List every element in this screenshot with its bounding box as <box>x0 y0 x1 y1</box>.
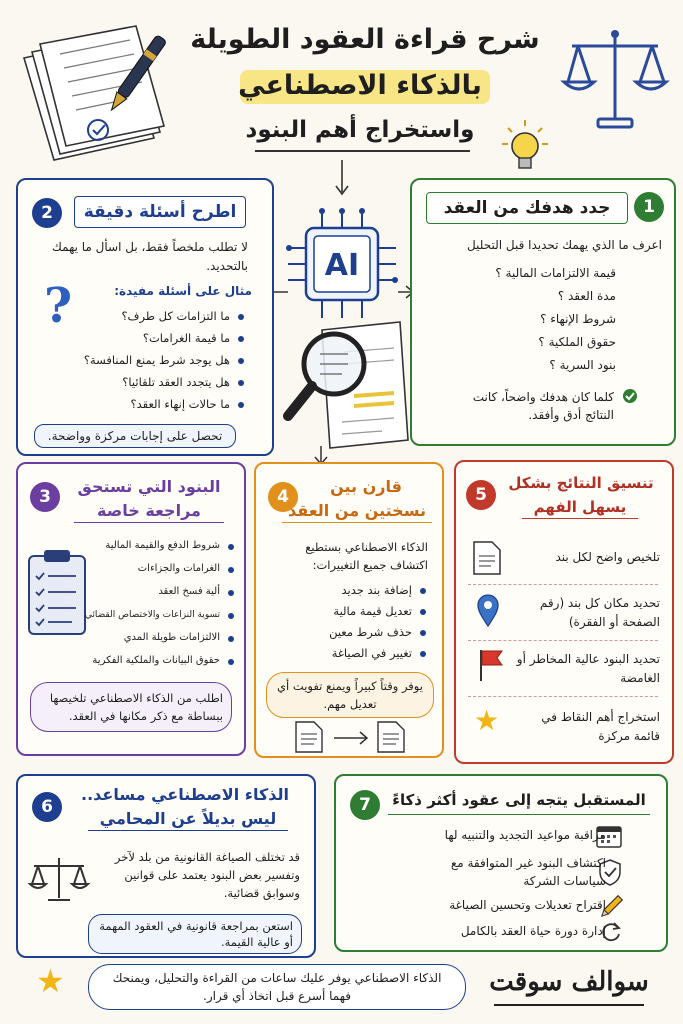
card4-title-line1: قارن بين <box>330 477 402 496</box>
card5-number-badge: 5 <box>466 480 496 510</box>
card5-title-line1: تنسيق النتائج بشكل <box>508 474 654 492</box>
document-icon <box>472 540 502 580</box>
card-compare-versions <box>254 462 444 758</box>
card3-clause-item: الغرامات والجزاءات <box>76 561 236 577</box>
card5-item: تحديد مكان كل بند (رقم الصفحة أو الفقرة) <box>539 596 660 629</box>
location-pin-icon <box>476 594 500 632</box>
footer-star-icon: ★ <box>36 962 65 1000</box>
card3-note: اطلب من الذكاء الاصطناعي تلخيصها ببساطة مع ذكر مكانها في العقد. <box>30 682 232 732</box>
question-mark-icon: ? <box>44 278 73 334</box>
card4-note: يوفر وقتاً كبيراً ويمنع تفويت أي تعديل مهم. <box>266 672 434 718</box>
card7-item: اكتشاف البنود غير المتوافقة مع سياسات الشركة <box>450 856 606 888</box>
card6-title-line1: الذكاء الاصطناعي مساعد.. <box>81 785 289 804</box>
card-define-goal <box>410 178 676 446</box>
card5-divider <box>468 584 658 585</box>
card1-question: شروط الإنهاء ؟ <box>540 312 616 326</box>
card7-number-badge: 7 <box>350 790 380 820</box>
card2-question-item: هل يوجد شرط يمنع المنافسة؟ <box>50 352 246 368</box>
ai-label: AI <box>324 248 360 283</box>
magnifier-document-icon <box>282 312 417 452</box>
card5-divider <box>468 696 658 697</box>
card4-change-item: إضافة بند جديد <box>278 582 428 598</box>
card2-question-item: ما التزامات كل طرف؟ <box>50 308 246 324</box>
card7-item: اقتراح تعديلات وتحسين الصياغة <box>449 898 606 912</box>
title-underline <box>255 150 470 152</box>
card3-clause-item: تسوية النزاعات والاختصاص القضائي <box>76 607 236 623</box>
check-circle-icon <box>622 388 638 408</box>
card2-intro: لا تطلب ملخصاً فقط، بل اسأل ما يهمك بالتحديد. <box>52 240 248 273</box>
card3-title-line2: مراجعة خاصة <box>74 500 224 523</box>
card5-divider <box>468 640 658 641</box>
card4-change-item: تغيير في الصياغة <box>278 645 428 661</box>
card2-example-label: مثال على أسئلة مفيدة: <box>114 284 252 298</box>
card2-number-badge: 2 <box>32 198 62 228</box>
card1-question: مدة العقد ؟ <box>557 289 616 303</box>
scales-of-justice-icon <box>560 24 670 134</box>
card4-title-line2: نسختين من العقد <box>282 500 432 523</box>
card1-questions <box>446 262 616 377</box>
card1-note: كلما كان هدفك واضحاً، كانت النتائج أدق وأفقد. <box>472 390 614 422</box>
card-special-clauses <box>16 462 246 756</box>
card3-clause-item: حقوق البيانات والملكية الفكرية <box>76 653 236 669</box>
card2-question-item: ما حالات إنهاء العقد؟ <box>50 396 246 412</box>
card7-title: المستقبل يتجه إلى عقود أكثر ذكاءً <box>388 786 650 815</box>
card2-question-item: هل يتجدد العقد تلقائيا؟ <box>50 374 246 390</box>
card7-item: إدارة دورة حياة العقد بالكامل <box>460 924 606 938</box>
card1-question: بنود السرية ؟ <box>549 358 616 372</box>
card-smart-contracts-future <box>334 774 668 952</box>
card7-item: مراقبة مواعيد التجديد والتنبيه لها <box>444 828 606 842</box>
star-icon: ★ <box>474 704 500 737</box>
scales-small-icon <box>28 854 90 910</box>
card5-title-line2: يسهل الفهم <box>522 496 638 519</box>
card4-change-item: تعديل قيمة مالية <box>278 603 428 619</box>
card3-title-line1: البنود التي تستحق <box>77 477 221 496</box>
card-ask-questions <box>16 178 274 456</box>
card4-intro: الذكاء الاصطناعي بستطيع اكتشاف جميع التغييرات: <box>305 540 428 572</box>
lightbulb-icon <box>500 118 550 178</box>
red-flag-icon <box>478 648 506 686</box>
contract-papers-illustration <box>14 18 194 168</box>
card2-note: تحصل على إجابات مركزة وواضحة. <box>34 424 236 448</box>
card6-title-line2: ليس بديلاً عن المحامي <box>88 808 288 831</box>
card6-body: قد تختلف الصياغة القانونية من بلد لآخر وتفسير بعض البنود يعتمد على قوانين وسوابق قضائية. <box>114 850 300 900</box>
card5-item: تحديد البنود عالية المخاطر أو الغامضة <box>516 652 660 685</box>
card1-question: حقوق الملكية ؟ <box>538 335 616 349</box>
card2-question-item: ما قيمة الغرامات؟ <box>50 330 246 346</box>
signature-underline <box>494 1004 644 1006</box>
document-compare-icons <box>292 720 412 758</box>
card4-number-badge: 4 <box>268 482 298 512</box>
card1-title: جدد هدفك من العقد <box>426 192 628 224</box>
card6-note: استعن بمراجعة قانونية في العقود المهمة أو عالية القيمة. <box>88 914 302 954</box>
card-format-results <box>454 460 674 764</box>
card3-clause-item: شروط الدفع والقيمة المالية <box>76 538 236 554</box>
arrow-down-icon <box>334 160 350 200</box>
card2-question-list <box>50 308 246 418</box>
title-line-1: شرح قراءة العقود الطويلة <box>190 24 540 55</box>
footer-note: الذكاء الاصطناعي يوفر عليك ساعات من القراءة والتحليل، ويمنحك فهما أسرع قبل اتخاذ أي قرار. <box>88 964 466 1010</box>
card1-number-badge: 1 <box>634 192 664 222</box>
card3-clause-item: الالتزامات طويلة المدي <box>76 630 236 646</box>
card2-title: اطرح أسئلة دقيقة <box>74 196 246 228</box>
card1-intro: اعرف ما الذي يهمك تحديدا قبل التحليل <box>467 238 662 252</box>
card-ai-assistant <box>16 774 316 958</box>
footer-signature: سوالف سوقت <box>489 967 649 997</box>
card6-number-badge: 6 <box>32 792 62 822</box>
card4-change-item: حذف شرط معين <box>278 624 428 640</box>
card5-item: استخراج أهم النقاط في قائمة مركزة <box>541 710 660 743</box>
title-line-3: واستخراج أهم البنود <box>245 117 475 143</box>
card1-question: قيمة الالتزامات المالية ؟ <box>495 266 616 280</box>
title-line-2: بالذكاء الاصطناعي <box>238 70 482 101</box>
card4-change-list <box>278 582 428 666</box>
card3-clause-item: ألية فسخ العقد <box>76 584 236 600</box>
card3-clause-list <box>76 538 236 676</box>
card5-item: تلخيص واضح لكل بند <box>555 550 660 564</box>
card3-number-badge: 3 <box>30 482 60 512</box>
